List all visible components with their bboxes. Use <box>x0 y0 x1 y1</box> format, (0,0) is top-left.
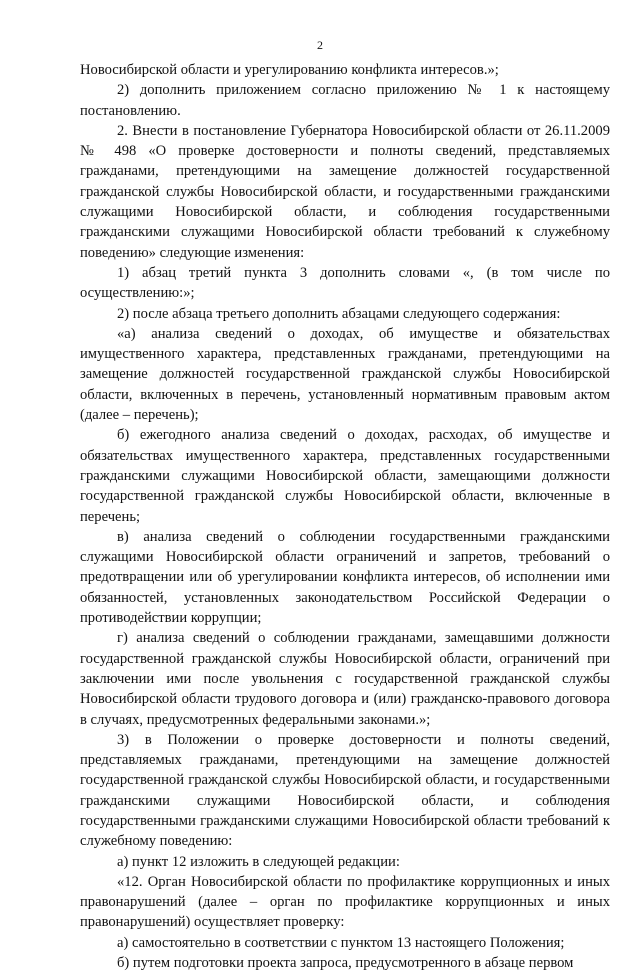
paragraph: г) анализа сведений о соблюдении гражданами, замещавшими должности государственной гражданской службы Новосибирской области, ограничений при заключении ими после увольнения с государственной гражданской службы Новосибирской области трудового договора и (или) гражданско-правового договора в случаях, предусмотренных федеральными законами.»; <box>80 630 610 728</box>
paragraph: а) самостоятельно в соответствии с пунктом 13 настоящего Положения; <box>117 934 565 951</box>
paragraph: б) ежегодного анализа сведений о доходах, расходах, об имуществе и обязательствах имущественного характера, представленных государственными гражданскими служащими Новосибирской области, замещающими должности государственной гражданской службы Новосибирской области, включенные в перечень; <box>80 427 610 525</box>
document-body <box>80 60 610 973</box>
paragraph: а) пункт 12 изложить в следующей редакции: <box>117 853 400 870</box>
paragraph: «12. Орган Новосибирской области по профилактике коррупционных и иных правонарушений (далее – орган по профилактике коррупционных и иных правонарушений) осуществляет проверку: <box>80 873 610 931</box>
paragraph: 2. Внести в постановление Губернатора Новосибирской области от 26.11.2009 № 498 «О проверке достоверности и полноты сведений, представляемых гражданами, претендующими на замещение должностей государственной гражданской службы Новосибирской области, и государственными гражданскими служащими Новосибирской области, и соблюдения государственными гражданскими служащими Новосибирской области требований к служебному поведению» следующие изменения: <box>80 122 610 261</box>
paragraph: Новосибирской области и урегулированию конфликта интересов.»; <box>80 62 499 78</box>
paragraph: в) анализа сведений о соблюдении государственными гражданскими служащими Новосибирской области ограничений и запретов, требований о предотвращении или об урегулировании конфликта интересов, об исполнении ими обязанностей, установленных законодательством Российской Федерации о противодействии коррупции; <box>80 528 610 627</box>
page-number: 2 <box>317 38 323 52</box>
paragraph: 2) после абзаца третьего дополнить абзацами следующего содержания: <box>117 305 561 322</box>
paragraph: 2) дополнить приложением согласно приложению № 1 к настоящему постановлению. <box>80 82 610 119</box>
paragraph: «а) анализа сведений о доходах, об имуществе и обязательствах имущественного характера, представленных гражданами, претендующими на замещение должностей государственной гражданской службы Новосибирской области, включенных в перечень, установленный нормативным правовым актом (далее – перечень); <box>80 325 610 424</box>
paragraph: 1) абзац третий пункта 3 дополнить словами «, (в том числе по осуществлению:»; <box>80 264 610 302</box>
paragraph: 3) в Положении о проверке достоверности и полноты сведений, представляемых гражданами, претендующими на замещение должностей государственной гражданской службы Новосибирской области, и государственными гражданскими служащими Новосибирской области, и соблюдения государственными гражданскими служащими Новосибирской области требований к служебному поведению: <box>80 731 610 850</box>
paragraph: б) путем подготовки проекта запроса, предусмотренного в абзаце первом <box>117 955 574 972</box>
